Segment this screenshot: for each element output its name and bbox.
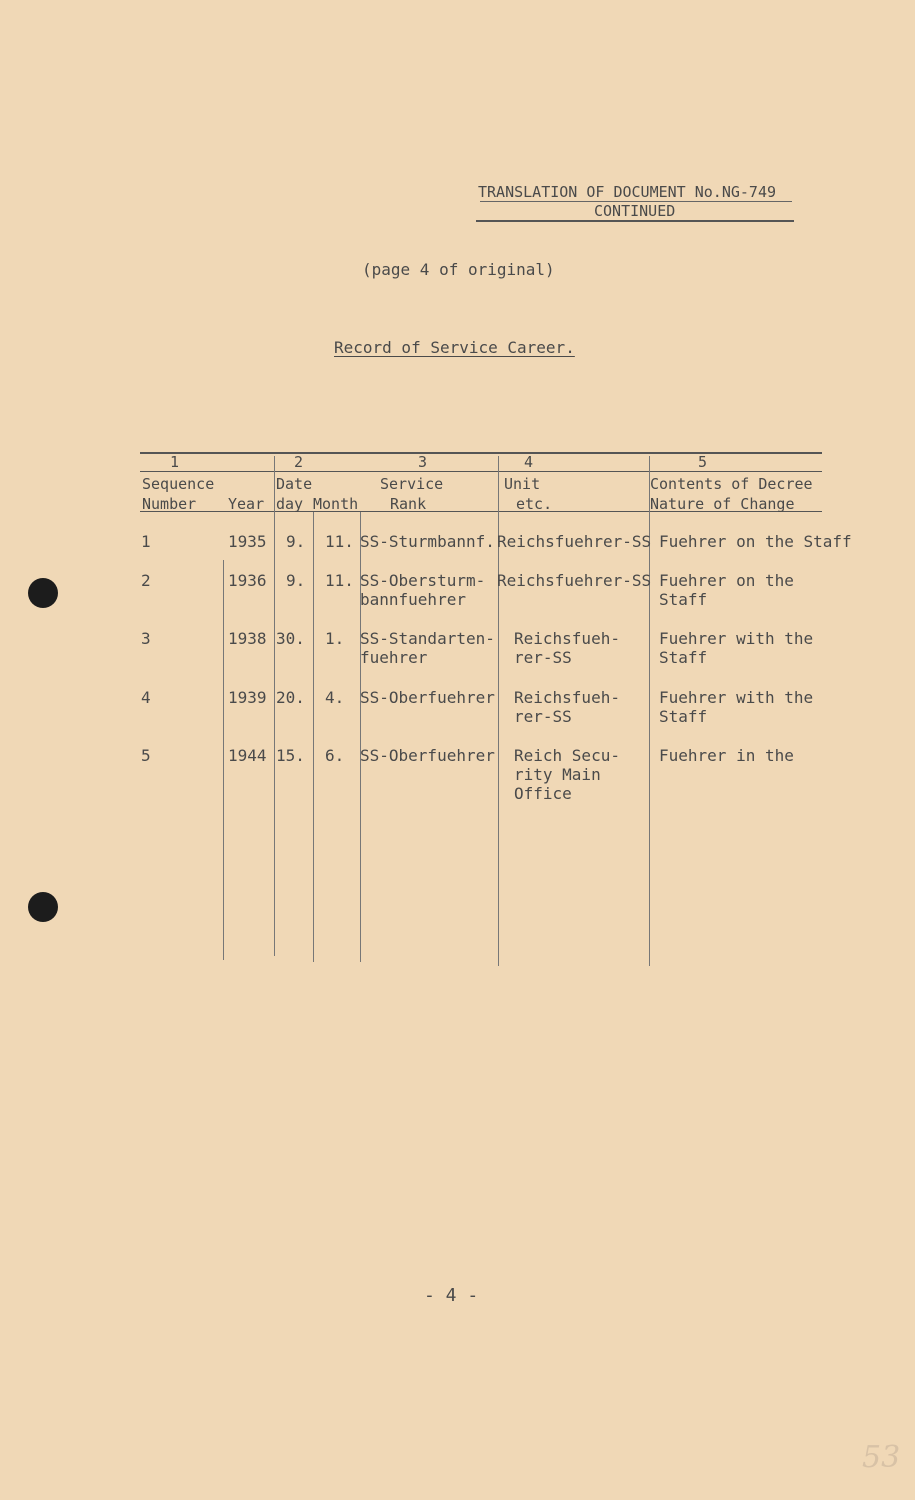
header-title: TRANSLATION OF DOCUMENT No.NG-749 — [478, 183, 777, 201]
punch-hole-bottom — [28, 892, 58, 922]
header-continued: CONTINUED — [594, 202, 676, 220]
row-decree: Fuehrer in the — [659, 746, 794, 765]
page-reference: (page 4 of original) — [362, 260, 555, 279]
header-date: Date — [276, 475, 313, 493]
row-seq: 3 — [141, 629, 151, 648]
page-number: - 4 - — [424, 1285, 479, 1306]
header-year: Year — [228, 495, 265, 513]
row-decree: Fuehrer on the Staff — [659, 571, 794, 609]
row-month: 1. — [325, 629, 345, 648]
column-number-4: 4 — [524, 453, 534, 471]
header-underline-top — [480, 201, 792, 202]
table-top-rule — [140, 452, 822, 454]
row-unit: Reichsfuehrer-SS — [497, 532, 652, 551]
row-day: 20. — [276, 688, 305, 707]
row-rank: SS-Oberfuehrer — [360, 746, 495, 765]
header-sequence: Sequence Number — [142, 475, 215, 513]
row-day: 15. — [276, 746, 305, 765]
header-decree: Contents of Decree Nature of Change — [650, 475, 813, 513]
row-unit: Reich Secu- rity Main Office — [514, 746, 620, 803]
header-underline — [476, 220, 794, 222]
column-number-1: 1 — [170, 453, 180, 471]
row-decree: Fuehrer on the Staff — [659, 532, 852, 551]
row-year: 1939 — [228, 688, 267, 707]
row-seq: 2 — [141, 571, 151, 590]
header-month: Month — [313, 495, 359, 513]
header-day: day — [276, 495, 304, 513]
row-day: 9. — [286, 532, 306, 551]
row-unit: Reichsfueh- rer-SS — [514, 688, 620, 726]
row-decree: Fuehrer with the Staff — [659, 688, 814, 726]
column-divider — [313, 512, 314, 962]
row-month: 4. — [325, 688, 345, 707]
row-day: 30. — [276, 629, 305, 648]
row-year: 1938 — [228, 629, 267, 648]
row-month: 11. — [325, 532, 354, 551]
corner-page-mark: 53 — [862, 1440, 901, 1475]
row-unit: Reichsfueh- rer-SS — [514, 629, 620, 667]
row-rank: SS-Standarten- fuehrer — [360, 629, 495, 667]
column-divider — [223, 560, 224, 960]
column-number-2: 2 — [294, 453, 304, 471]
row-decree: Fuehrer with the Staff — [659, 629, 814, 667]
header-service-rank: Service Rank — [380, 475, 444, 513]
punch-hole-top — [28, 578, 58, 608]
row-rank: SS-Obersturm- bannfuehrer — [360, 571, 486, 609]
row-year: 1944 — [228, 746, 267, 765]
document-header — [478, 183, 776, 221]
row-seq: 5 — [141, 746, 151, 765]
section-title: Record of Service Career. — [334, 338, 575, 357]
column-divider — [274, 456, 275, 956]
column-number-3: 3 — [418, 453, 428, 471]
row-unit: Reichsfuehrer-SS — [497, 571, 652, 590]
row-year: 1936 — [228, 571, 267, 590]
row-seq: 4 — [141, 688, 151, 707]
column-number-rule — [140, 471, 822, 472]
row-year: 1935 — [228, 532, 267, 551]
row-month: 11. — [325, 571, 354, 590]
row-month: 6. — [325, 746, 345, 765]
column-number-5: 5 — [698, 453, 708, 471]
row-rank: SS-Sturmbannf. — [360, 532, 495, 551]
row-seq: 1 — [141, 532, 151, 551]
row-rank: SS-Oberfuehrer — [360, 688, 495, 707]
header-unit: Unit etc. — [504, 475, 553, 513]
row-day: 9. — [286, 571, 306, 590]
